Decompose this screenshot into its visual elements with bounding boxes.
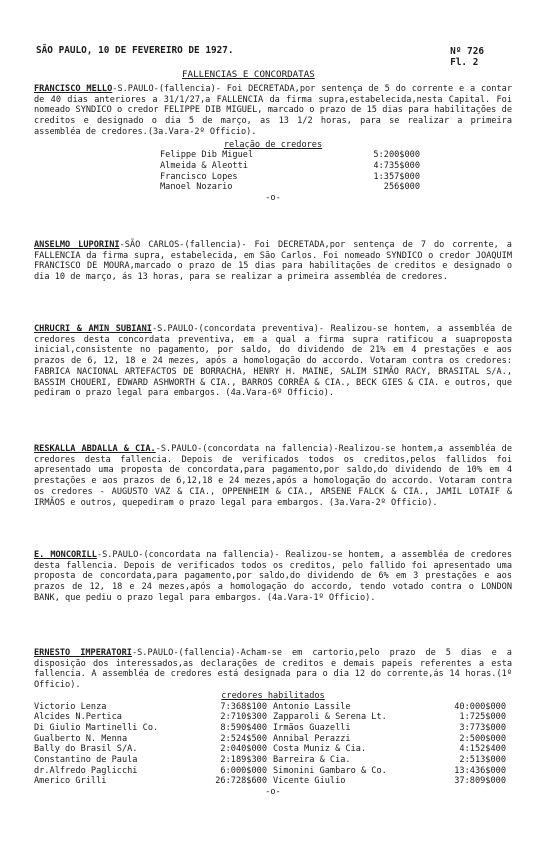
entry-anselmo-luporini xyxy=(34,240,512,283)
entry-ernesto-imperatori xyxy=(34,648,512,798)
habilitado-row: Bally do Brasil S/A. 2:040$000 xyxy=(34,744,267,755)
entry-name: RESKALLA ABDALLA & CIA. xyxy=(34,444,156,454)
entry-e-moncorill xyxy=(34,550,512,604)
habilitados-title: credores habilitados xyxy=(221,690,325,701)
habilitado-row: Irmãos Guazelli 3:773$000 xyxy=(273,722,506,733)
entry-francisco-mello xyxy=(34,84,512,204)
creditor-row: Felippe Dib Miguel 5:200$000 xyxy=(160,150,420,161)
entry-name: E. MONCORILL xyxy=(34,550,97,560)
section-title: FALLENCIAS E CONCORDATAS xyxy=(182,69,315,80)
habilitado-row: dr.Alfredo Paglicchi 6:000$000 xyxy=(34,765,267,776)
habilitado-row: Simonini Gambaro & Co. 13:436$000 xyxy=(273,765,506,776)
document-header xyxy=(36,45,484,68)
issue-info xyxy=(450,46,484,68)
entry-chrucri-amin-subiani xyxy=(34,324,512,399)
habilitado-row: Zapparoli & Serena Lt. 1:725$000 xyxy=(273,712,506,723)
creditors-title: relação de credores xyxy=(223,139,323,150)
habilitado-row: Antonio Lassile 40:000$000 xyxy=(273,701,506,712)
habilitado-row: Alcides N.Pertica 2:710$300 xyxy=(34,712,267,723)
habilitado-row: Gualberto N. Menna 2:524$500 xyxy=(34,733,267,744)
habilitado-row: Vicente Giulio 37:809$000 xyxy=(273,776,506,787)
habilitado-row: Constantino de Paula 2:189$300 xyxy=(34,755,267,766)
entry-text: -S.PAULO-(concordata preventiva)- Realizou-se hontem, a assembléa de credores desta concordata preventiva, em a qual a firma supra ratificou a suaproposta inicial,consistente no pagamento, por saldo, do dividendo de 21% em 4 prestações e aos prazos de 6, 12, 18 e 24 mezes, após a homologação do accordo. Votaram contra os credores: FABRICA NACIONAL ARTEFACTOS DE BORRACHA, HENRY H. MAINE, SALIM SIMÃO RACY, BRASITAL S/A., BASSIM CHOUERI, EDWARD ASHWORTH & CIA., BARROS CORRÊA & CIA., BECK GIES & CIA. e outros, que pediram o prazo legal para embargos. (4a.Vara-6º Officio). xyxy=(34,324,513,399)
habilitado-row: Americo Grilli 26:728$600 xyxy=(34,776,267,787)
habilitados-right-column xyxy=(273,702,512,788)
place-date: SÃO PAULO, 10 DE FEVEREIRO DE 1927. xyxy=(36,45,234,56)
entry-text: -S.PAULO-(fallencia)- Foi DECRETADA,por sentença de 5 do corrente e a contar de 40 dias anteriores a 31/1/27,a FALLENCIA da firma supra,estabelecida,nesta Capital. Foi nomeado SYNDICO o credor FELIPPE DIB MIGUEL, marcado o prazo de 15 dias para habilitações de creditos e designado o dia 5 de março, as 13 1/2 horas, para se realizar a primeira assembléa de credores.(3a.Vara-2º Officio). xyxy=(34,84,512,137)
entry-name: FRANCISCO MELLO xyxy=(34,84,113,94)
habilitado-row: Costa Muniz & Cia. 4:152$400 xyxy=(273,744,506,755)
entry-name: ANSELMO LUPORINI xyxy=(34,240,120,250)
entry-text: -S.PAULO-(concordata na fallencia)-Realizou-se hontem,a assembléa de credores desta fallencia. Depois de verificados todos os creditos,pelos fallidos foi apresentado uma proposta de concordata,para pagamento,por saldo,do dividendo de 10% em 4 prestações e aos prazos de 6,12,18 e 24 mezes,após a homologação do accordo. Votaram contra os credores - AUGUSTO VAZ & CIA., OPPENHEIM & CIA., ARSENE FALCK & CIA., JAMIL LOTAIF & IRMÃOS e outros, quepediram o prazo legal para embargos. (3a.Vara-2º Officio). xyxy=(34,444,513,508)
habilitado-row: Di Giulio Martinelli Co. 8:590$400 xyxy=(34,722,267,733)
entry-reskalla-abdalla xyxy=(34,444,512,508)
habilitado-row: Victorio Lenza 7:368$100 xyxy=(34,701,267,712)
creditor-row: Almeida & Aleotti 4:735$000 xyxy=(160,160,420,171)
entry-text: -SÃO CARLOS-(fallencia)- Foi DECRETADA,por sentença de 7 do corrente, a FALLENCIA da firma supra, estabelecida, em São Carlos. Foi nomeado SYNDICO o credor JOAQUIM FRANCISCO DE MOURA,marcado o prazo de 15 dias para habilitações de creditos e designado o dia 10 de março, ás 13 horas, para se realizar a primeira assembléa de credores. xyxy=(34,240,512,283)
creditors-list xyxy=(160,150,420,193)
entry-text: -S.PAULO-(concordata na fallencia)- Realizou-se hontem, a assembléa de credores desta fallencia. Depois de verificados todos os creditos, pelo fallido foi apresentado uma proposta de concordata,para pagamento,por saldo,do dividendo de 6% em 3 prestações e aos prazos de 12, 18 e 24 mezes,após a homologação do accordo, tendo votado contra o LONDON BANK, que pediu o prazo legal para embargos. (4a.Vara-1º Officio). xyxy=(34,550,512,603)
entry-text: -S.PAULO-(fallencia)-Acham-se em cartorio,pelo prazo de 5 dias e a disposição dos interessados,as declarações de creditos e demais papeis referentes a esta fallencia. A assembléa de credores está designada para o dia 12 do corrente,ás 14 horas.(1º Officio). xyxy=(34,648,512,691)
entry-name: ERNESTO IMPERATORI xyxy=(34,648,132,658)
habilitado-row: Annibal Perazzi 2:500$000 xyxy=(273,733,506,744)
issue-number: Nº 726 xyxy=(450,46,484,57)
entry-name: CHRUCRI & AMIN SUBIANI xyxy=(34,324,152,334)
creditor-row: Francisco Lopes 1:357$000 xyxy=(160,171,420,182)
separator: -o- xyxy=(265,787,281,798)
separator: -o- xyxy=(265,193,281,204)
sheet-number: Fl. 2 xyxy=(450,57,479,68)
habilitados-table xyxy=(34,702,512,788)
habilitado-row: Barreira & Cia. 2:513$000 xyxy=(273,755,506,766)
habilitados-left-column xyxy=(34,702,273,788)
creditor-row: Manoel Nozario 256$000 xyxy=(160,182,420,193)
